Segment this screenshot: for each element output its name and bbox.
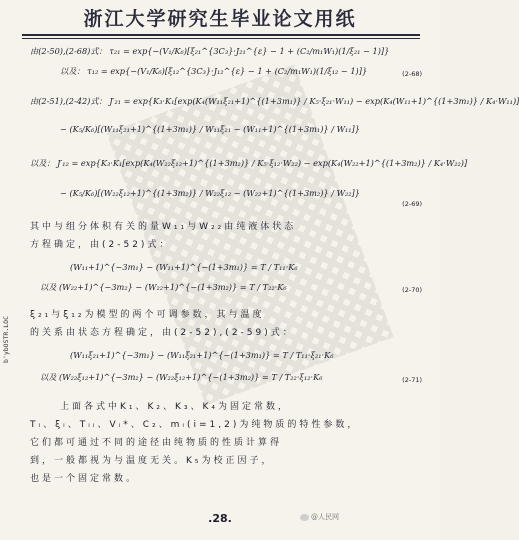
text-line: 其中与组分体积有关的量W₁₁与W₂₂由纯液体状态: [30, 222, 297, 232]
page-number: .28.: [208, 512, 232, 525]
text-line: 上面各式中K₁、K₂、K₃、K₄为固定常数，: [60, 402, 291, 412]
text-line: Tᵢ、ξᵢ、Tᵢᵢ、Vᵢ*、C₂、mᵢ(i=1,2)为纯物质的特性参数，: [30, 420, 360, 430]
text-line: ξ₂₁与ξ₁₂为模型的两个可调参数，其与温度: [30, 310, 265, 320]
equation-number: (2-71): [402, 376, 422, 384]
equation-line: 以及 (W₂₂+1)^{−3m₂} − (W₂₂+1)^{−(1+3m₂)} = T / T₂₂·K₆: [40, 282, 287, 292]
header-rule-thick: [22, 34, 420, 36]
text-line: 也是一个固定常数。: [30, 474, 139, 484]
header-rule-thin: [22, 38, 420, 39]
paper-header: 浙江大学研究生毕业论文用纸: [83, 8, 357, 30]
equation-line: 由(2-51),(2-42)式： J′₂₁ = exp{K₃·K₁[exp(K₄(W₁₁ξ₂₁+1)^{(1+3m₁)} / K₅·ξ₂₁·W₁₁) − exp(K₄(W₁₁+1)^{(1+3m₁)} / K₄·W₁₁)]: [30, 96, 519, 106]
equation-line: (W₁₁+1)^{−3m₁} − (W₁₁+1)^{−(1+3m₁)} = T / T₁₁·K₆: [70, 262, 298, 272]
side-note: b'ybOSTR.LOC: [2, 316, 10, 363]
text-line: 到，一般都视为与温度无关。K₅为校正因子，: [30, 456, 274, 466]
equation-line: (W₁₁ξ₂₁+1)^{−3m₁} − (W₁₁ξ₂₁+1)^{−(1+3m₁)} = T / T₁₁·ξ₂₁·K₆: [70, 350, 334, 360]
weibo-label: @人民网: [311, 513, 339, 521]
weibo-watermark: [300, 512, 339, 522]
equation-number: (2-69): [402, 200, 422, 208]
equation-line: 以及： J′₁₂ = exp{K₃·K₁[exp(K₄(W₂₂ξ₁₂+1)^{(1+3m₂)} / K₅·ξ₁₂·W₂₂) − exp(K₄(W₂₂+1)^{(1+3m₂)} / K₄·W₂₂)]: [30, 158, 468, 168]
text-line: 它们都可通过不同的途径由纯物质的性质计算得: [30, 438, 283, 448]
equation-line: 以及 (W₂₂ξ₁₂+1)^{−3m₂} − (W₂₂ξ₁₂+1)^{−(1+3m₂)} = T / T₂₂·ξ₁₂·K₆: [40, 372, 323, 382]
text-line: 的关系由状态方程确定，由(2-52),(2-59)式：: [30, 328, 295, 338]
text-line: 方程确定，由(2-52)式：: [30, 240, 172, 250]
equation-line: 以及： τ₁₂ = exp{−(V₁/K₆)[ξ₁₂^{3C₃}·J₁₂^{ε} − 1 + (C₂/m₁W₁)(1/ξ₁₂ − 1)]}: [60, 66, 368, 76]
equation-number: (2-68): [402, 70, 422, 78]
equation-line: 由(2-50),(2-68)式： τ₂₁ = exp{−(V₁/K₆)[ξ₂₁^{3C₃}·J₂₁^{ε} − 1 + (C₂/m₁W₁)(1/ξ₂₁ − 1)]}: [30, 46, 390, 56]
equation-line: − (K₅/K₆)[(W₁₁ξ₂₁+1)^{(1+3m₁)} / W₁₁ξ₂₁ − (W₁₁+1)^{(1+3m₁)} / W₁₁]}: [60, 124, 360, 134]
weibo-icon: [300, 514, 309, 521]
equation-line: − (K₅/K₆)[(W₂₂ξ₁₂+1)^{(1+3m₂)} / W₂₂ξ₁₂ − (W₂₂+1)^{(1+3m₂)} / W₂₂]}: [60, 188, 360, 198]
equation-number: (2-70): [402, 286, 422, 294]
